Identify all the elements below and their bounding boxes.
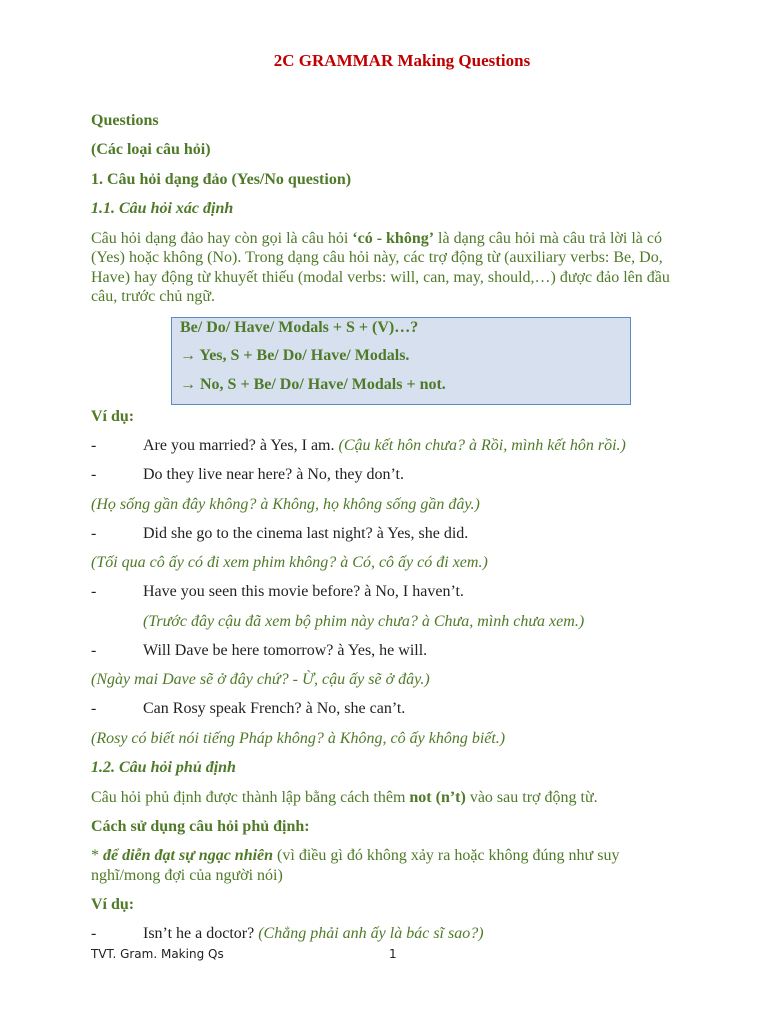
page-title: 2C GRAMMAR Making Questions bbox=[273, 51, 531, 70]
example-negative-text: Isn’t he a doctor? bbox=[143, 925, 259, 942]
negative-intro bbox=[91, 788, 598, 808]
questions-heading: Questions bbox=[91, 112, 159, 129]
negative-text: Câu hỏi phủ định được thành lập bằng cách thêm bbox=[91, 789, 410, 806]
section12-heading: 1.2. Câu hỏi phủ định bbox=[91, 759, 236, 776]
intro-line-2: (Yes) hoặc không (No). Trong dạng câu hỏi này, các trợ động từ (auxiliary verbs: Be, Do, bbox=[91, 249, 663, 266]
usage-line-2: nghĩ/mong đợi của người nói) bbox=[91, 867, 283, 884]
example-2-translation: (Họ sống gần đây không? à Không, họ không sống gần đây.) bbox=[91, 496, 480, 513]
formula-line-1: Be/ Do/ Have/ Modals + S + (V)…? bbox=[180, 319, 419, 336]
example-3: Did she go to the cinema last night? à Yes, she did. bbox=[143, 525, 469, 542]
formula-box bbox=[171, 317, 631, 405]
usage-text: (vì điều gì đó không xảy ra hoặc không đúng như suy bbox=[273, 847, 620, 864]
types-heading: (Các loại câu hỏi) bbox=[91, 141, 211, 158]
example-4: Have you seen this movie before? à No, I haven’t. bbox=[143, 583, 464, 600]
formula-line-2: → Yes, S + Be/ Do/ Have/ Modals. bbox=[180, 347, 410, 364]
example-1 bbox=[143, 436, 626, 456]
example-6-translation: (Rosy có biết nói tiếng Pháp không? à Không, cô ấy không biết.) bbox=[91, 730, 506, 747]
example-negative bbox=[143, 924, 484, 944]
intro-line-4: câu, trước chủ ngữ. bbox=[91, 288, 215, 305]
bullet-dash: - bbox=[91, 925, 97, 942]
bullet-dash: - bbox=[91, 642, 97, 659]
example-1-text: Are you married? à Yes, I am. bbox=[143, 437, 339, 454]
intro-emphasis: ‘có - không’ bbox=[352, 230, 435, 247]
example-3-translation: (Tối qua cô ấy có đi xem phim không? à Có, cô ấy có đi xem.) bbox=[91, 554, 488, 571]
usage-star: * bbox=[91, 847, 103, 864]
page-number: 1 bbox=[389, 947, 397, 961]
intro-line-3: Have) hay động từ khuyết thiếu (modal verbs: will, can, may, should,…) được đảo lên đầu bbox=[91, 269, 670, 286]
section11-heading: 1.1. Câu hỏi xác định bbox=[91, 200, 234, 217]
intro-text: Câu hỏi dạng đảo hay còn gọi là câu hỏi bbox=[91, 230, 353, 247]
usage-emphasis: để diễn đạt sự ngạc nhiên bbox=[103, 847, 274, 864]
bullet-dash: - bbox=[91, 583, 97, 600]
example-2: Do they live near here? à No, they don’t. bbox=[143, 466, 404, 483]
example-4-translation: (Trước đây cậu đã xem bộ phim này chưa? à Chưa, mình chưa xem.) bbox=[143, 613, 585, 630]
intro-text-end: là dạng câu hỏi mà câu trả lời là có bbox=[434, 230, 662, 247]
intro-line-1 bbox=[91, 229, 662, 249]
footer-label: TVT. Gram. Making Qs bbox=[91, 947, 224, 961]
formula-line-3: → No, S + Be/ Do/ Have/ Modals + not. bbox=[180, 376, 446, 393]
example-5: Will Dave be here tomorrow? à Yes, he will. bbox=[143, 642, 428, 659]
example-1-translation: (Cậu kết hôn chưa? à Rồi, mình kết hôn rồi.) bbox=[338, 437, 626, 454]
negative-text-end: vào sau trợ động từ. bbox=[465, 789, 598, 806]
bullet-dash: - bbox=[91, 437, 97, 454]
usage-heading: Cách sử dụng câu hỏi phủ định: bbox=[91, 818, 310, 835]
example-negative-translation: (Chẳng phải anh ấy là bác sĩ sao?) bbox=[258, 925, 484, 942]
example-label: Ví dụ: bbox=[91, 408, 135, 425]
example-label-2: Ví dụ: bbox=[91, 896, 135, 913]
bullet-dash: - bbox=[91, 525, 97, 542]
example-5-translation: (Ngày mai Dave sẽ ở đây chứ? - Ừ, cậu ấy sẽ ở đây.) bbox=[91, 671, 430, 688]
bullet-dash: - bbox=[91, 700, 97, 717]
usage-line-1 bbox=[91, 846, 619, 866]
example-6: Can Rosy speak French? à No, she can’t. bbox=[143, 700, 406, 717]
negative-emphasis: not (n’t) bbox=[409, 789, 466, 806]
bullet-dash: - bbox=[91, 466, 97, 483]
section1-heading: 1. Câu hỏi dạng đảo (Yes/No question) bbox=[91, 171, 352, 188]
